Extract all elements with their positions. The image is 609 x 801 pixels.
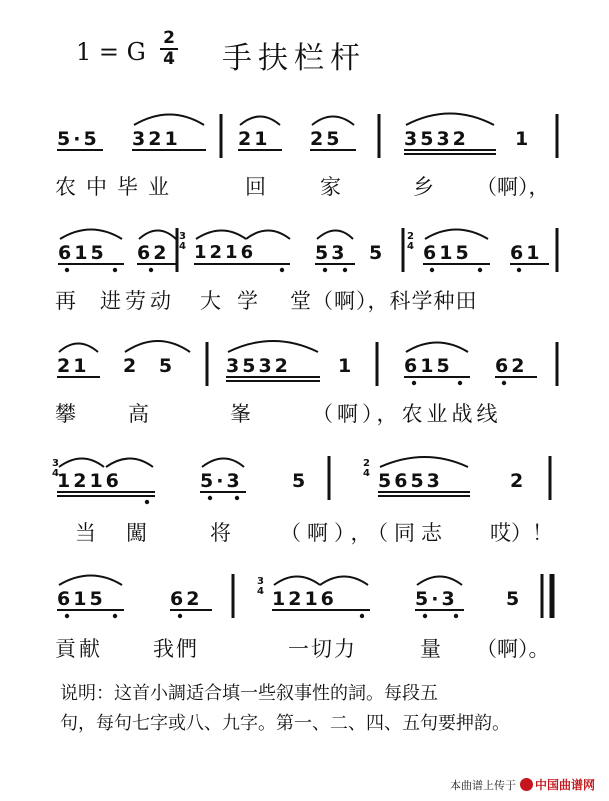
lyric: 我們 <box>153 637 199 661</box>
barlines <box>177 114 557 618</box>
note-group: 3532 <box>404 128 469 150</box>
beam-underlines <box>57 150 549 610</box>
lyric: （啊），农业战线 <box>312 402 502 426</box>
note-group: 21 <box>57 355 90 377</box>
time-change-top: 3 <box>257 576 264 587</box>
note-group: 615 <box>404 355 453 377</box>
note-group: 3532 <box>226 355 291 377</box>
slur <box>317 231 353 240</box>
slur <box>406 343 468 353</box>
slur <box>125 341 190 352</box>
slurs <box>59 114 494 586</box>
lower-octave-dot <box>323 268 327 272</box>
lower-octave-dot <box>502 381 506 385</box>
time-signature-top: 2 <box>163 28 175 48</box>
note-group: 2 <box>510 470 527 492</box>
lyric: 家 <box>320 175 341 199</box>
lower-octave-dot <box>280 268 284 272</box>
lyric: （啊），（同志 <box>280 521 448 545</box>
slur <box>380 457 468 467</box>
site-logo-text: 中国曲谱网 <box>534 778 595 792</box>
lyric: 堂（啊），科学种田 <box>290 289 478 313</box>
octave-dots <box>65 268 521 618</box>
lower-octave-dot <box>113 614 117 618</box>
slur <box>228 341 318 352</box>
slur <box>106 459 153 468</box>
lower-octave-dot <box>149 268 153 272</box>
lower-octave-dot <box>65 614 69 618</box>
lower-octave-dot <box>423 614 427 618</box>
explanation-line: 说明：这首小調适合填一些叙事性的詞。每段五 <box>60 683 438 704</box>
note-group: 615 <box>423 242 472 264</box>
lyric: 当闖 <box>75 521 177 545</box>
time-change-top: 3 <box>52 458 59 469</box>
slur <box>417 577 462 586</box>
slur <box>246 231 290 240</box>
note-group: 5 <box>506 588 523 610</box>
song-title: 手扶栏杆 <box>222 41 366 76</box>
lyric: 乡 <box>413 175 434 199</box>
lyric: 进劳动 <box>100 289 175 313</box>
lower-octave-dot <box>360 614 364 618</box>
note-group: 1 <box>515 128 532 150</box>
time-change-bottom: 4 <box>179 241 186 252</box>
explanation-notes <box>60 679 510 739</box>
lyric: 再 <box>55 289 76 313</box>
lower-octave-dot <box>343 268 347 272</box>
lower-octave-dot <box>113 268 117 272</box>
lower-octave-dot <box>454 614 458 618</box>
slur <box>59 459 104 468</box>
slur <box>59 344 98 353</box>
lower-octave-dot <box>430 268 434 272</box>
time-change-bottom: 4 <box>257 586 264 597</box>
note-group: 1 <box>338 355 355 377</box>
note-group: 615 <box>58 242 107 264</box>
time-change-top: 2 <box>407 231 414 242</box>
note-group: 1216 <box>194 242 257 263</box>
explanation-line: 句，每句七字或八、九字。第一、二、四、五句要押韵。 <box>60 713 510 734</box>
note-group: 25 <box>310 128 343 150</box>
lyric: 回 <box>245 175 266 199</box>
time-change-bottom: 4 <box>363 468 370 479</box>
lower-octave-dot <box>478 268 482 272</box>
lower-octave-dot <box>208 496 212 500</box>
footer-watermark <box>450 776 595 793</box>
slur <box>60 230 122 240</box>
slur <box>139 231 176 240</box>
note-group: 5 <box>369 242 386 264</box>
lyric: 一切力 <box>288 637 357 661</box>
footer-text: 本曲谱上传于 <box>449 778 516 792</box>
time-change-bottom: 4 <box>407 241 414 252</box>
time-signature-bottom: 4 <box>163 49 175 69</box>
time-change-top: 3 <box>179 231 186 242</box>
slur <box>425 230 488 240</box>
lower-octave-dot <box>145 500 149 504</box>
note-group: 61 <box>510 242 543 264</box>
note-group: 321 <box>132 128 181 150</box>
lyric: 农中毕业 <box>55 175 179 199</box>
note-group: 21 <box>238 128 271 150</box>
slur <box>134 115 204 126</box>
lower-octave-dot <box>65 268 69 272</box>
note-group: 2 5 <box>123 355 181 377</box>
slur <box>240 117 280 126</box>
note-group: 5 <box>292 470 309 492</box>
lyric: 峯 <box>230 402 251 426</box>
note-group: 5·5 <box>57 128 100 150</box>
slur <box>312 117 354 126</box>
slur <box>202 459 244 468</box>
lyric: 攀 <box>55 402 76 426</box>
slur <box>274 577 320 586</box>
key-signature: 1 = G <box>76 38 146 66</box>
note-group: 1216 <box>57 470 122 492</box>
lyric: 大学 <box>200 289 274 313</box>
lyric: （啊）， <box>476 175 550 199</box>
lyric: 量 <box>420 637 441 661</box>
note-group: 5·3 <box>415 588 458 610</box>
lower-octave-dot <box>458 381 462 385</box>
time-change-top: 2 <box>363 458 370 469</box>
slur <box>196 231 246 240</box>
note-group: 5653 <box>378 470 443 492</box>
lyric: 哎）！ <box>490 521 553 545</box>
lyric: 貢献 <box>55 637 103 661</box>
time-change-bottom: 4 <box>52 468 59 479</box>
lower-octave-dot <box>517 268 521 272</box>
site-logo[interactable] <box>520 776 595 793</box>
note-group: 53 <box>315 242 348 264</box>
lyric: 高 <box>128 402 149 426</box>
note-group: 5·3 <box>200 470 243 492</box>
slur <box>406 114 494 126</box>
lower-octave-dot <box>412 381 416 385</box>
slur <box>59 576 122 586</box>
site-logo-icon <box>520 778 533 791</box>
lyric: （啊）。 <box>476 637 550 661</box>
note-group: 62 <box>495 355 528 377</box>
note-group: 1216 <box>272 588 337 610</box>
lower-octave-dot <box>235 496 239 500</box>
note-group: 62 <box>170 588 203 610</box>
note-group: 615 <box>57 588 106 610</box>
lower-octave-dot <box>178 614 182 618</box>
slur <box>320 577 368 586</box>
note-group: 62 <box>137 242 170 264</box>
lyric: 将 <box>210 521 231 545</box>
